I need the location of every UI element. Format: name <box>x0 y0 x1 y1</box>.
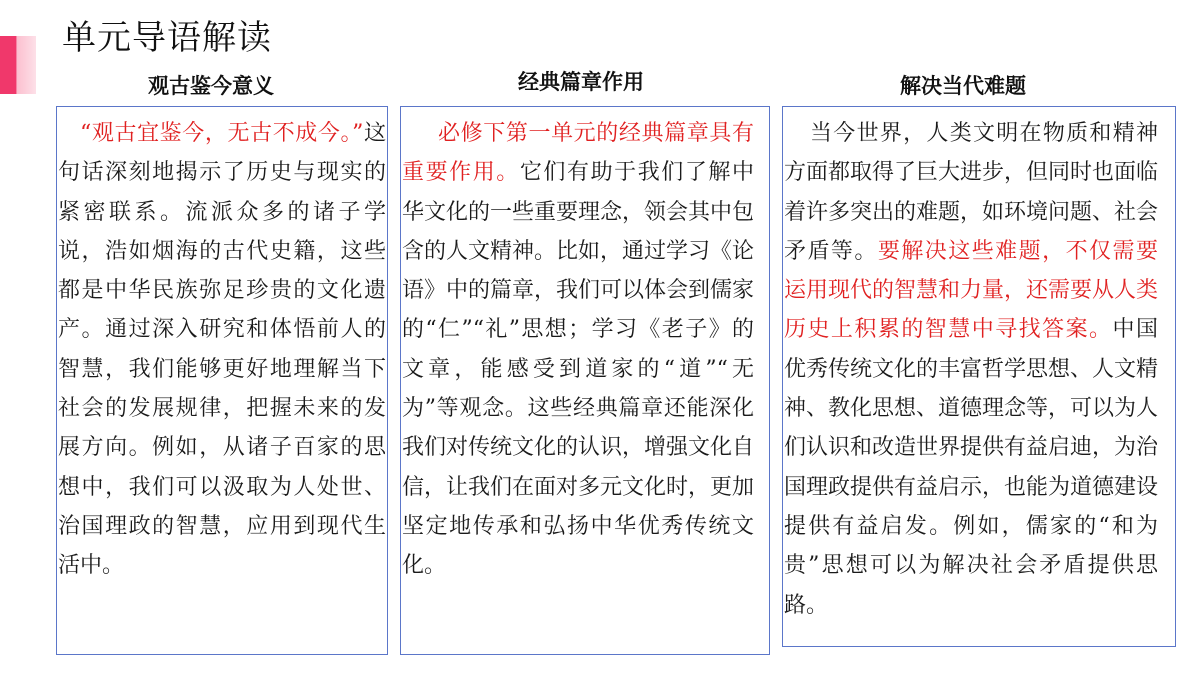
paragraph-3-intro: 当今世界，人类文明在物质和精神方面都取得了巨大进步，但同时也面临着许多突出的难题，如环境问题、社会矛盾等。 <box>784 121 1159 264</box>
paragraph-2 <box>402 114 754 586</box>
paragraph-3-highlight: 要解决这些难题，不仅需要运用现代的智慧和力量，还需要从人类历史上积累的智慧中寻找答案。 <box>784 238 1159 343</box>
paragraph-1-highlight: “观古宜鉴今，无古不成今。” <box>80 121 364 146</box>
slide-title: 单元导语解读 <box>62 18 272 58</box>
paragraph-2-highlight: 必修下第一单元的经典篇章具有重要作用。 <box>402 121 754 186</box>
paragraph-2-body: 它们有助于我们了解中华文化的一些重要理念，领会其中包含的人文精神。比如，通过学习《论语》中的篇章，我们可以体会到儒家的“仁”“礼”思想；学习《老子》的文章，能感受到道家的“道”“无为”等观念。这些经典篇章还能深化我们对传统文化的认识，增强文化自信，让我们在面对多元文化时，更加坚定地传承和弘扬中华优秀传统文化。 <box>402 160 755 579</box>
paragraph-1 <box>58 114 386 586</box>
paragraph-1-body: 这句话深刻地揭示了历史与现实的紧密联系。流派众多的诸子学说，浩如烟海的古代史籍，这些都是中华民族弥足珍贵的文化遗产。通过深入研究和体悟前人的智慧，我们能够更好地理解当下社会的发展规律，把握未来的发展方向。例如，从诸子百家的思想中，我们可以汲取为人处世、治国理政的智慧，应用到现代生活中。 <box>58 121 386 579</box>
title-accent-bar <box>0 36 36 94</box>
paragraph-3-body: 中国优秀传统文化的丰富哲学思想、人文精神、教化思想、道德理念等，可以为人们认识和改造世界提供有益启迪，为治国理政提供有益启示，也能为道德建设提供有益启发。例如，儒家的“和为贵”思想可以为解决社会矛盾提供思路。 <box>784 317 1159 618</box>
column-heading-2: 经典篇章作用 <box>518 70 644 94</box>
paragraph-3 <box>784 114 1158 625</box>
column-heading-1: 观古鉴今意义 <box>148 74 274 98</box>
column-heading-3: 解决当代难题 <box>900 74 1026 98</box>
